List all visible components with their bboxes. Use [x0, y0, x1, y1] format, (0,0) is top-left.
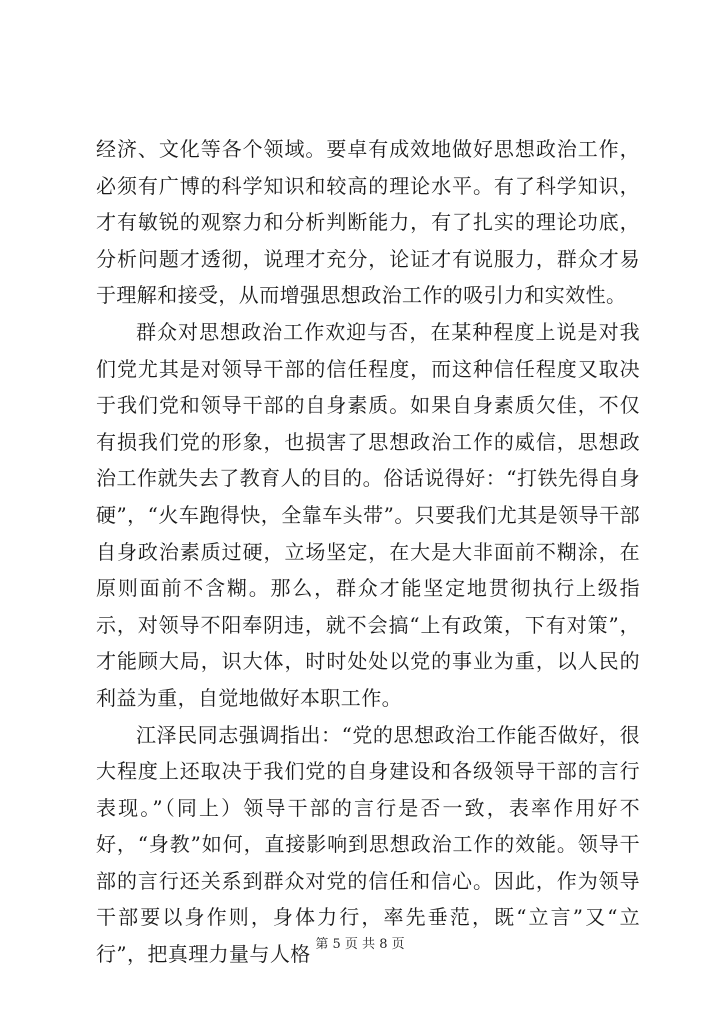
paragraph-2: 群众对思想政治工作欢迎与否，在某种程度上说是对我们党尤其是对领导干部的信任程度，而这种信任程度又取决于我们党和领导干部的自身素质。如果自身素质欠佳，不仅有损我们党的形象，也损害了思想政治工作的威信，思想政治工作就失去了教育人的目的。俗话说得好：“打铁先得自身硬”，“火车跑得快，全靠车头带”。只要我们尤其是领导干部自身政治素质过硬，立场坚定，在大是大非面前不糊涂，在原则面前不含糊。那么，群众才能坚定地贯彻执行上级指示，对领导不阳奉阴违，就不会搞“上有政策，下有对策”，才能顾大局，识大体，时时处处以党的事业为重，以人民的利益为重，自觉地做好本职工作。: [96, 319, 640, 710]
paragraph-1: 经济、文化等各个领域。要卓有成效地做好思想政治工作，必须有广博的科学知识和较高的理论水平。有了科学知识，才有敏锐的观察力和分析判断能力，有了扎实的理论功底，分析问题才透彻，说理才充分，论证才有说服力，群众才易于理解和接受，从而增强思想政治工作的吸引力和实效性。: [96, 137, 640, 308]
page-footer: [0, 936, 720, 954]
paragraph-3: 江泽民同志强调指出：“党的思想政治工作能否做好，很大程度上还取决于我们党的自身建设和各级领导干部的言行表现。”（同上）领导干部的言行是否一致，表率作用好不好，“身教”如何，直接影响到思想政治工作的效能。领导干部的言行还关系到群众对党的信任和信心。因此，作为领导干部要以身作则，身体力行，率先垂范，既“立言”又“立行”，把真理力量与人格: [96, 722, 640, 967]
body-text: [96, 131, 640, 973]
page-number-label: 第 5 页 共 8 页: [315, 937, 405, 952]
